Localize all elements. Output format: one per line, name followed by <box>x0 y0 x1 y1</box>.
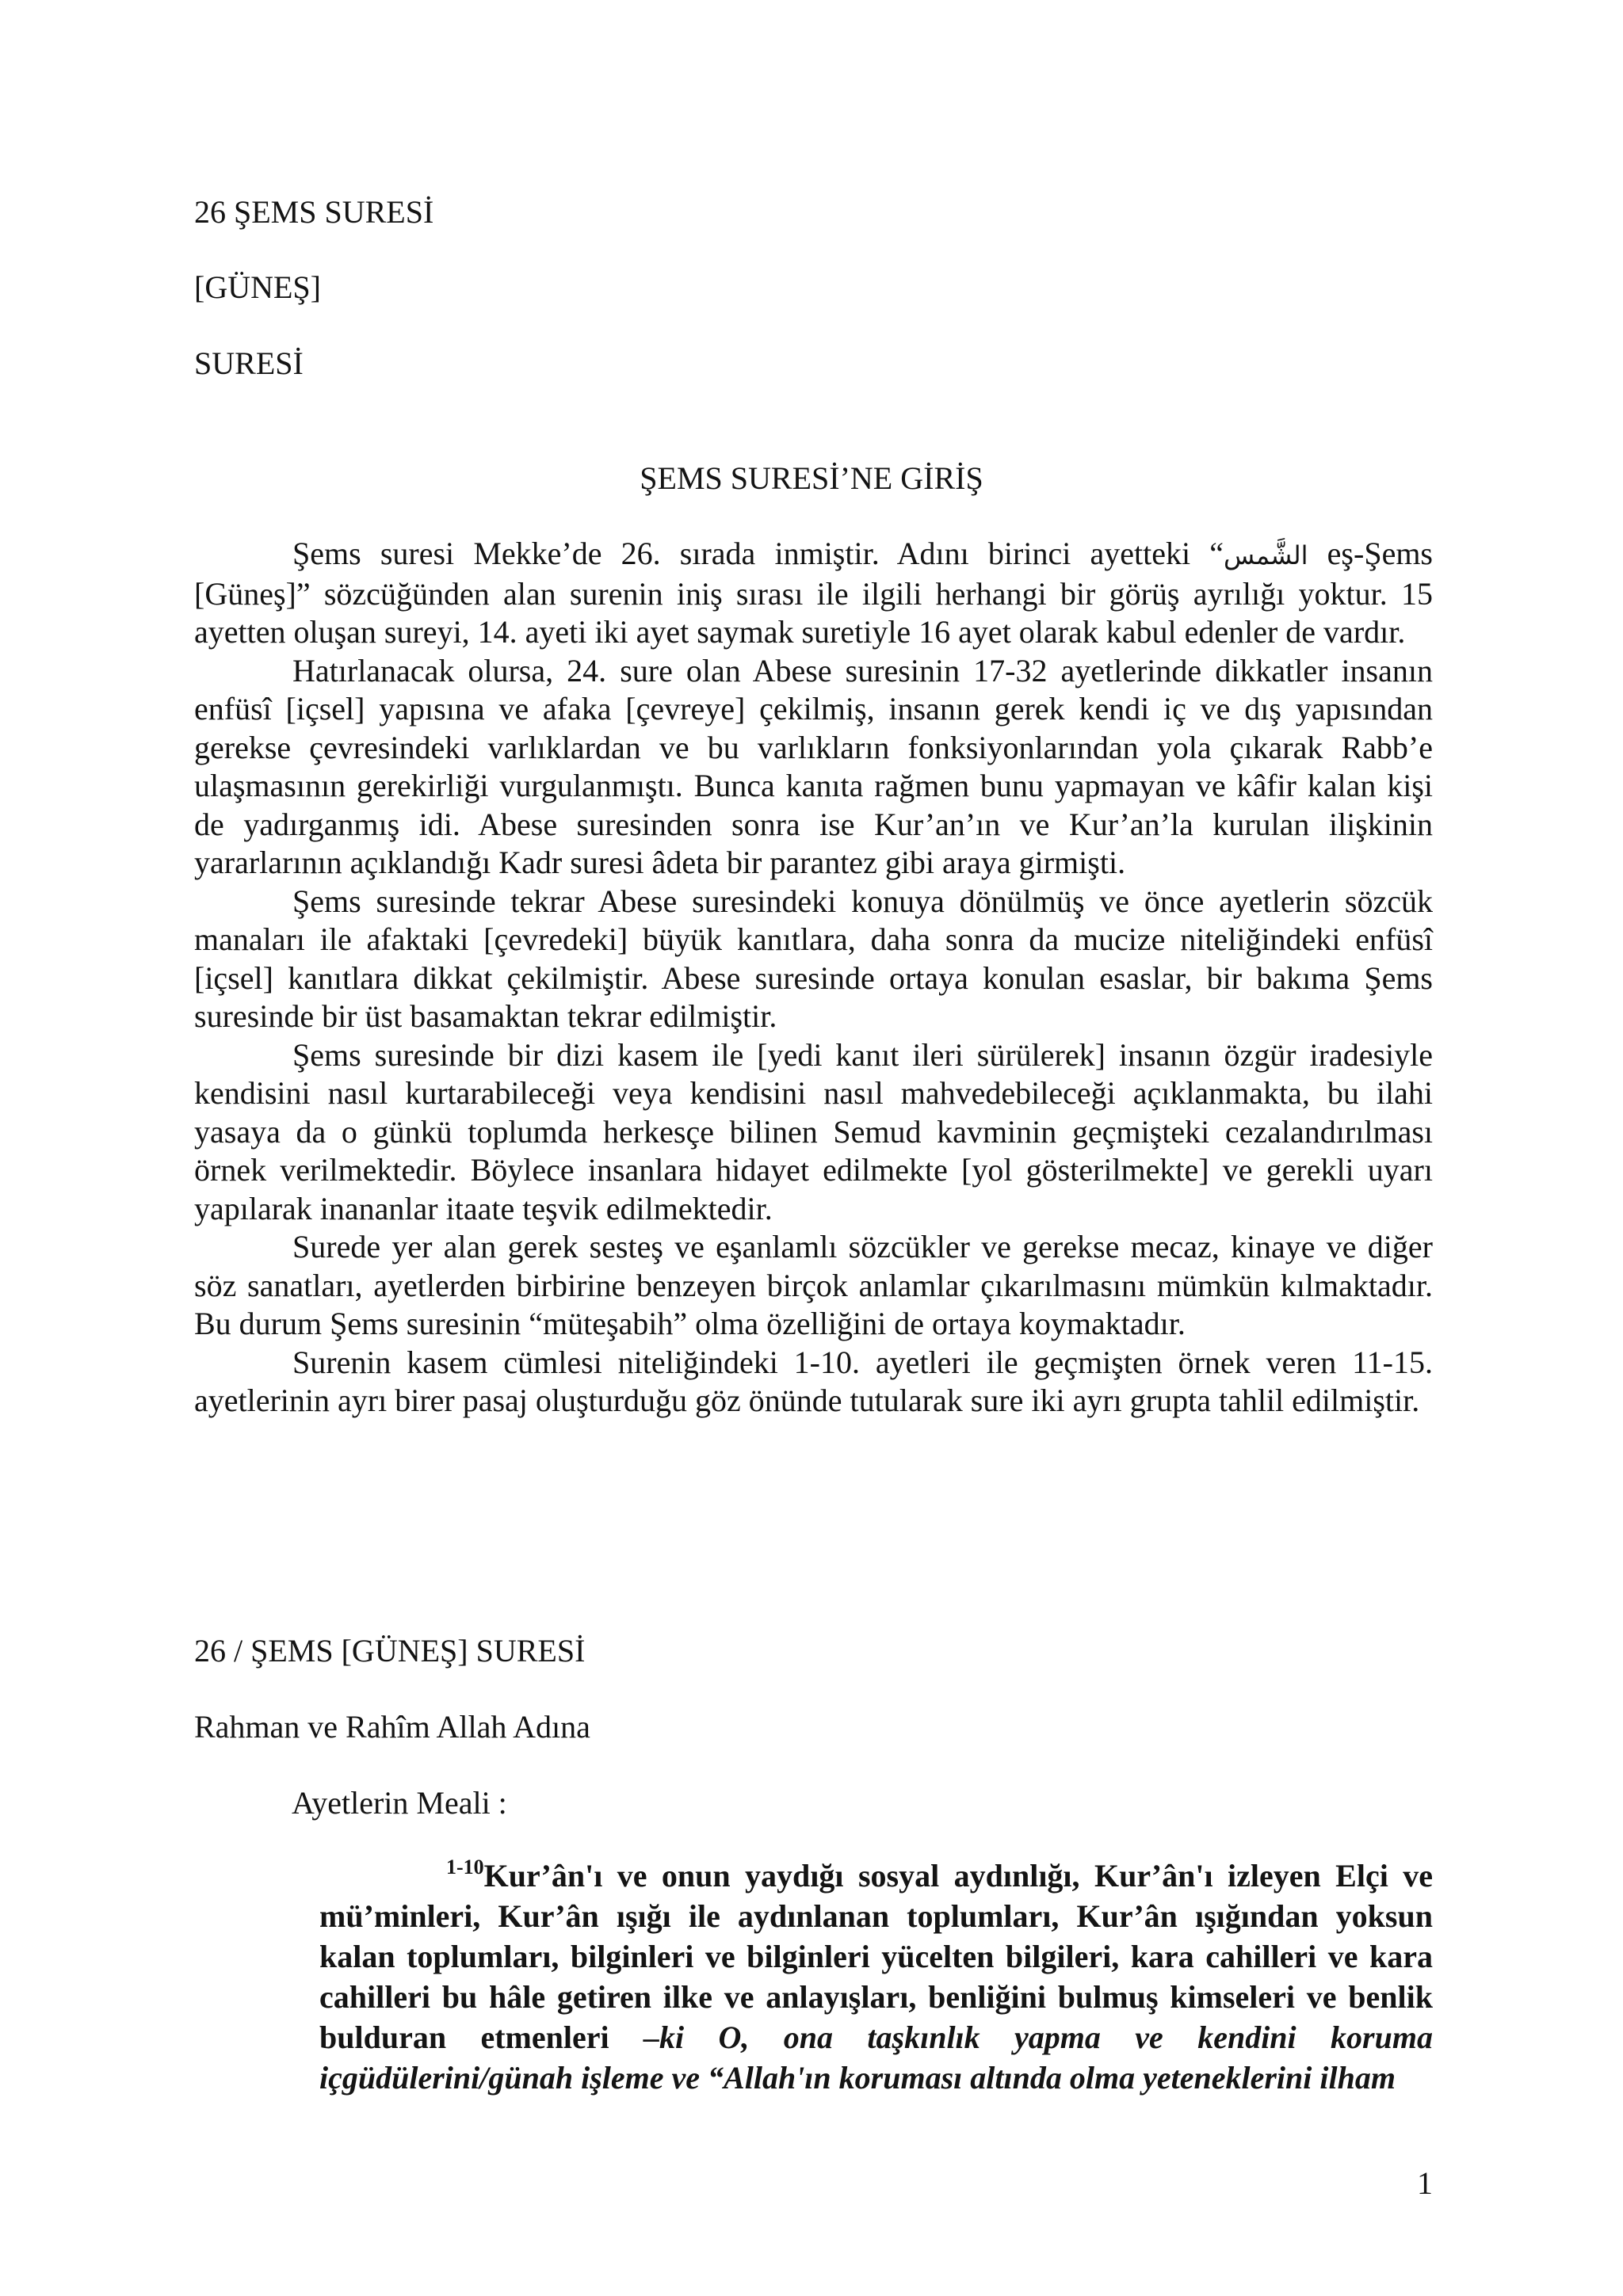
arabic-word: الشَّمس <box>1224 540 1308 570</box>
intro-body <box>194 535 1433 1421</box>
verse-italic-text: –ki O, ona taşkınlık yapma ve kendini koruma içgüdülerini/günah işleme ve “Allah'ın koruması altında olma yeteneklerini ilham <box>319 2019 1433 2096</box>
intro-paragraph-1: Şems suresi Mekke’de 26. sırada inmiştir. Adını birinci ayetteki “الشَّمس eş-Şems [Güneş]” sözcüğünden alan surenin iniş sırası ile ilgili herhangi bir görüş ayrılığı yoktur. 15 ayetten oluşan sureyi, 14. ayeti iki ayet saymak suretiyle 16 ayet olarak kabul edenler de vardır. <box>194 536 1433 650</box>
header-line-3: SURESİ <box>194 345 304 381</box>
basmala: Rahman ve Rahîm Allah Adına <box>194 1709 590 1745</box>
section-title: 26 / ŞEMS [GÜNEŞ] SURESİ <box>194 1633 586 1669</box>
header-line-2: [GÜNEŞ] <box>194 269 321 305</box>
verse-paragraph <box>319 1855 1433 2098</box>
intro-paragraph-5: Surede yer alan gerek sesteş ve eşanlamlı sözcükler ve gerekse mecaz, kinaye ve diğer söz sanatları, ayetlerden birbirine benzeyen birçok anlamlar çıkarılmasını mümkün kılmaktadır. Bu durum Şems suresinin “müteşabih” olma özelliğini de ortaya koymaktadır. <box>194 1229 1433 1341</box>
verse-number: 1-10 <box>446 1855 484 1878</box>
intro-paragraph-4: Şems suresinde bir dizi kasem ile [yedi kanıt ileri sürülerek] insanın özgür iradesiyle kendisini nasıl kurtarabileceği veya kendisini nasıl mahvedebileceği açıklanmakta, bu ilahi yasaya da o günkü toplumda herkesçe bilinen Semud kavminin geçmişteki cezalandırılması örnek verilmektedir. Böylece insanlara hidayet edilmekte [yol gösterilmekte] ve gerekli uyarı yapılarak inananlar itaate teşvik edilmektedir. <box>194 1036 1433 1226</box>
intro-paragraph-3: Şems suresinde tekrar Abese suresindeki konuya dönülmüş ve önce ayetlerin sözcük manaları ile afaktaki [çevredeki] büyük kanıtlara, daha sonra da mucize niteliğindeki enfüsî [içsel] kanıtlara dikkat çekilmiştir. Abese suresinde ortaya konulan esaslar, bir bakıma Şems suresinde bir üst basamaktan tekrar edilmiştir. <box>194 883 1433 1034</box>
header-line-1: 26 ŞEMS SURESİ <box>194 194 434 230</box>
verse-bold-text: Kur’ân'ı ve onun yaydığı sosyal aydınlığı, Kur’ân'ı izleyen Elçi ve mü’minleri, Kur’ân ışığı ile aydınlanan toplumları, Kur’ân ışığından yoksun kalan toplumları, bilginleri ve bilginleri yücelten bilgileri, kara cahilleri ve kara cahilleri bu hâle getiren ilke ve anlayışları, benliğini bulmuş kimseleri ve benlik bulduran etmenleri <box>319 1858 1433 2055</box>
intro-paragraph-2: Hatırlanacak olursa, 24. sure olan Abese suresinin 17-32 ayetlerinde dikkatler insanın enfüsî [içsel] yapısına ve afaka [çevreye] çekilmiş, insanın gerek kendi iç ve dış yapısından gerekse çevresindeki varlıklardan ve bu varlıkların fonksiyonlarından yola çıkarak Rabb’e ulaşmasının gerekirliği vurgulanmıştı. Bunca kanıta rağmen bunu yapmayan ve kâfir kalan kişi de yadırganmış idi. Abese suresinden sonra ise Kur’an’ın ve Kur’an’la kurulan ilişkinin yararlarının açıklandığı Kadr suresi âdeta bir parantez gibi araya girmişti. <box>194 652 1433 880</box>
verse-block <box>319 1855 1433 2098</box>
meal-label: Ayetlerin Meali : <box>292 1785 507 1821</box>
intro-paragraph-6: Surenin kasem cümlesi niteliğindeki 1-10. ayetleri ile geçmişten örnek veren 11-15. ayetlerinin ayrı birer pasaj oluşturduğu göz önünde tutularak sure iki ayrı grupta tahlil edilmiştir. <box>194 1344 1433 1418</box>
page-number: 1 <box>1417 2165 1433 2201</box>
intro-title: ŞEMS SURESİ’NE GİRİŞ <box>640 460 983 496</box>
